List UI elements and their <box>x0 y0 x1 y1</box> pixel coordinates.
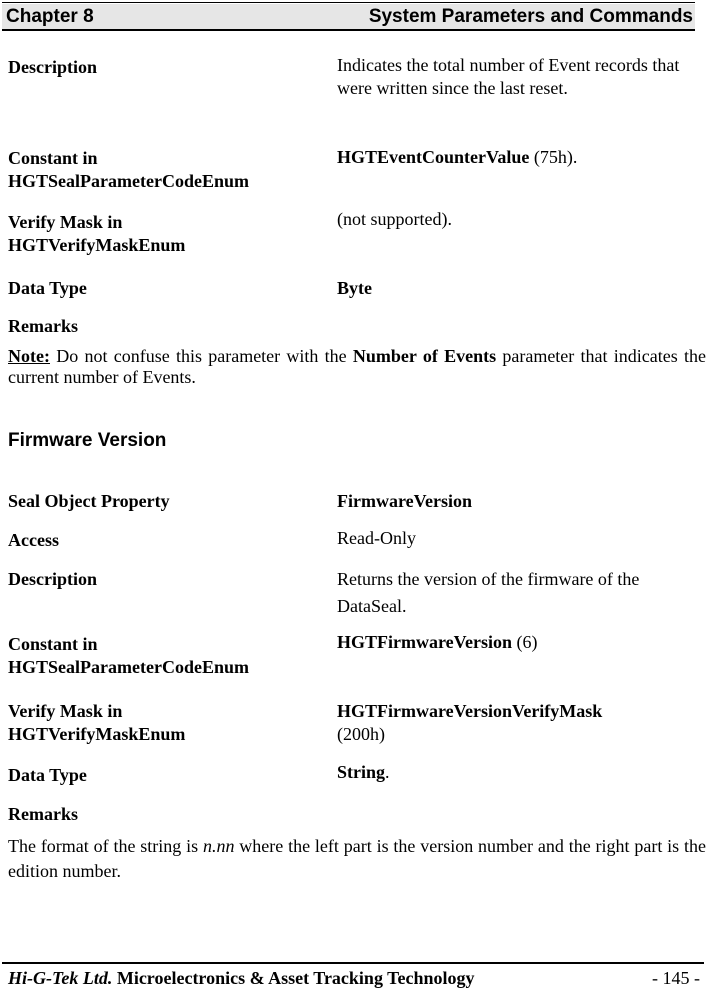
note-label: Note: <box>8 346 50 366</box>
verify-mask-label <box>8 211 185 257</box>
data-type-value: Byte <box>337 278 372 298</box>
remarks-format: n.nn <box>202 836 235 856</box>
property-value: FirmwareVersion <box>337 491 472 511</box>
data-type-label: Data Type <box>8 278 87 298</box>
data-type-value-2 <box>337 761 697 784</box>
verify2-label-line1: Verify Mask in <box>8 701 123 721</box>
note-text-end: parameter that indicates the current number of Events. <box>8 346 706 387</box>
note-bold-term: Number of Events <box>352 346 497 366</box>
constant-value-2 <box>337 631 697 654</box>
constant2-label-line2: HGTSealParameterCodeEnum <box>8 657 249 677</box>
constant2-label-line1: Constant in <box>8 634 98 654</box>
constant-label <box>8 147 249 193</box>
header-top-rule <box>2 2 695 3</box>
remarks-paragraph <box>8 834 706 884</box>
page-number: - 145 - <box>652 968 700 988</box>
remarks-label: Remarks <box>8 316 78 336</box>
section-title: Firmware Version <box>8 430 167 451</box>
data-type-label-2: Data Type <box>8 765 87 785</box>
remarks-text-end: where the left part is the version number and the right part is the edition number. <box>8 836 706 881</box>
verify2-value-code: (200h) <box>337 724 385 744</box>
verify2-label-line2: HGTVerifyMaskEnum <box>8 724 186 744</box>
verify-mask-value: (not supported). <box>337 209 452 229</box>
verify-mask-value-2 <box>337 700 697 746</box>
page-header <box>2 4 695 31</box>
constant-value-name: HGTEventCounterValue <box>337 147 530 167</box>
access-value: Read-Only <box>337 528 416 548</box>
company-tagline: Microelectronics & Asset Tracking Technology <box>112 968 475 988</box>
footer-company <box>8 968 474 989</box>
constant2-value-code: (6) <box>511 632 538 652</box>
constant-value <box>337 146 697 169</box>
constant-label-line2: HGTSealParameterCodeEnum <box>8 171 249 191</box>
chapter-title: System Parameters and Commands <box>368 6 693 27</box>
note-text-start: Do not confuse this parameter with the <box>49 346 353 366</box>
data-type-value-period: . <box>385 762 390 782</box>
verify-mask-label-2 <box>8 700 185 746</box>
description-value: Indicates the total number of Event records that were written since the last reset. <box>337 55 680 98</box>
verify-label-line1: Verify Mask in <box>8 212 123 232</box>
remarks-text-start: The format of the string is <box>8 836 203 856</box>
description-label: Description <box>8 57 97 77</box>
property-label: Seal Object Property <box>8 491 170 511</box>
constant-label-2 <box>8 633 249 679</box>
remarks-label-2: Remarks <box>8 804 78 824</box>
company-name: Hi-G-Tek Ltd. <box>8 968 113 988</box>
constant-value-code: (75h). <box>529 147 578 167</box>
chapter-label: Chapter 8 <box>6 6 94 27</box>
access-label: Access <box>8 530 59 550</box>
constant2-value-name: HGTFirmwareVersion <box>337 632 512 652</box>
data-type-value-name: String <box>337 762 386 782</box>
description-value-2: Returns the version of the firmware of the DataSeal. <box>337 569 640 616</box>
description-label-2: Description <box>8 569 97 589</box>
verify2-value-name: HGTFirmwareVersionVerifyMask <box>337 701 603 721</box>
verify-label-line2: HGTVerifyMaskEnum <box>8 235 186 255</box>
constant-label-line1: Constant in <box>8 148 98 168</box>
footer-rule <box>2 962 704 964</box>
note-paragraph <box>8 346 706 388</box>
